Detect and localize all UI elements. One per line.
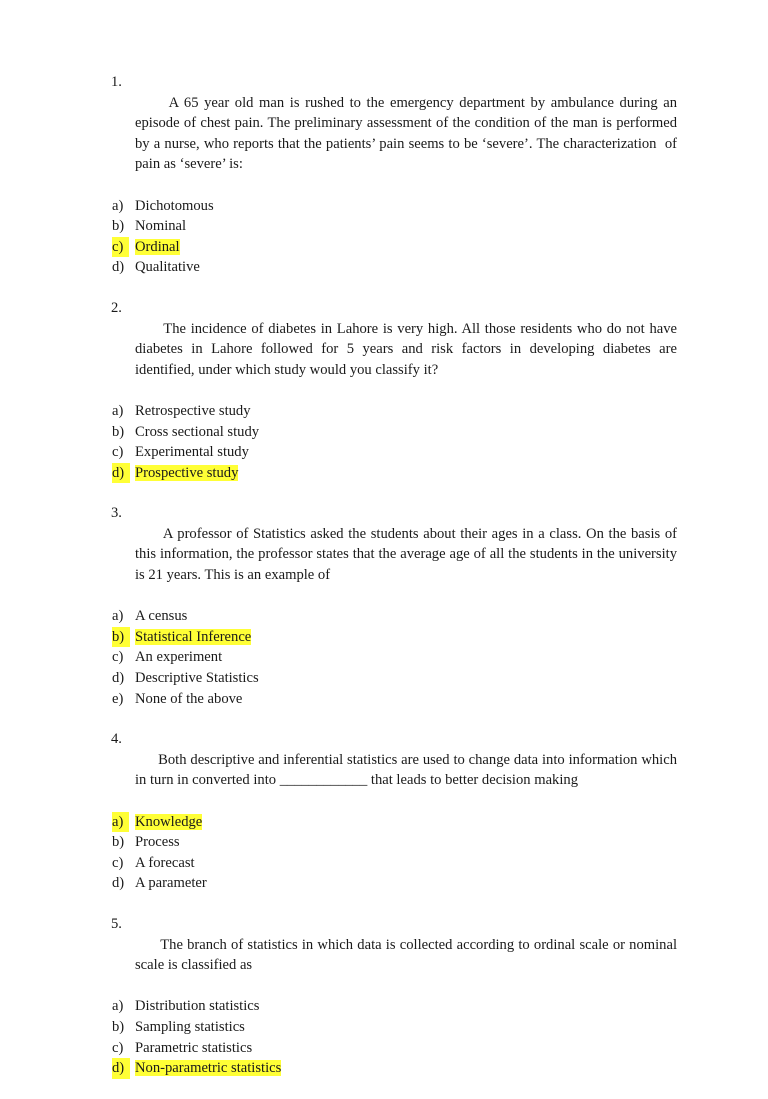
option-letter: d) xyxy=(112,259,125,276)
option-letter: c) xyxy=(112,237,129,258)
question-number: 5. xyxy=(111,915,122,932)
question-3 xyxy=(0,503,768,709)
option-text: None of the above xyxy=(135,690,243,707)
option-letter: a) xyxy=(112,998,124,1015)
question-1-option-b xyxy=(112,216,768,237)
question-4-option-a-highlighted xyxy=(112,812,768,833)
question-2-option-c xyxy=(112,442,768,463)
option-text: Statistical Inference xyxy=(135,628,252,645)
question-stem xyxy=(111,503,681,606)
option-text: Dichotomous xyxy=(135,197,214,214)
question-3-option-b-highlighted xyxy=(112,627,768,648)
option-letter: d) xyxy=(112,1058,130,1079)
question-1-option-a xyxy=(112,196,768,217)
option-list xyxy=(0,606,768,709)
option-text: Sampling statistics xyxy=(135,1018,245,1035)
question-stem xyxy=(111,729,681,811)
option-letter: a) xyxy=(112,197,124,214)
option-text: A census xyxy=(135,608,188,625)
question-number: 4. xyxy=(111,731,122,748)
question-2 xyxy=(0,298,768,483)
option-text: A forecast xyxy=(135,854,195,871)
option-text: Non-parametric statistics xyxy=(135,1060,282,1077)
option-text: An experiment xyxy=(135,649,223,666)
option-text: Cross sectional study xyxy=(135,423,260,440)
question-text: The incidence of diabetes in Lahore is very high. All those residents who do not have diabetes in Lahore followed for 5 years and risk factors in developing diabetes are identified, under which study would you classify it? xyxy=(135,320,681,378)
option-text: A parameter xyxy=(135,875,207,892)
question-5-option-c xyxy=(112,1038,768,1059)
option-letter: b) xyxy=(112,834,125,851)
option-letter: c) xyxy=(112,444,124,461)
option-letter: a) xyxy=(112,402,124,419)
option-text: Process xyxy=(135,834,180,851)
option-letter: a) xyxy=(112,608,124,625)
option-text: Knowledge xyxy=(135,813,203,830)
question-1 xyxy=(0,72,768,278)
question-5-option-d-highlighted xyxy=(112,1058,768,1079)
option-list xyxy=(0,401,768,483)
question-stem xyxy=(111,914,681,996)
question-4 xyxy=(0,729,768,894)
question-4-option-b xyxy=(112,832,768,853)
option-letter: d) xyxy=(112,875,125,892)
option-letter: b) xyxy=(112,218,125,235)
option-letter: c) xyxy=(112,1039,124,1056)
question-1-option-d xyxy=(112,257,768,278)
option-letter: b) xyxy=(112,1018,125,1035)
option-letter: c) xyxy=(112,649,124,666)
option-text: Nominal xyxy=(135,218,187,235)
question-2-option-b xyxy=(112,422,768,443)
question-text: A 65 year old man is rushed to the emergency department by ambulance during an episode of chest pain. The preliminary assessment of the condition of the man is performed by a nurse, who reports that the patients’ pain seems to be ‘severe’. The characterization of pain as ‘severe’ is: xyxy=(135,94,681,173)
option-list xyxy=(0,196,768,278)
question-stem xyxy=(111,72,681,196)
option-text: Retrospective study xyxy=(135,402,251,419)
option-text: Experimental study xyxy=(135,444,249,461)
question-text: A professor of Statistics asked the students about their ages in a class. On the basis of this information, the professor states that the average age of all the students in the university is 21 years. This is an example of xyxy=(135,525,681,584)
option-letter: d) xyxy=(112,463,130,484)
question-text: Both descriptive and inferential statistics are used to change data into information which in turn in converted into ____________ that leads to better decision making xyxy=(135,751,681,789)
question-text: The branch of statistics in which data is collected according to ordinal scale or nominal scale is classified as xyxy=(135,936,681,974)
question-5-option-b xyxy=(112,1017,768,1038)
question-stem xyxy=(111,298,681,401)
question-5-option-a xyxy=(112,996,768,1017)
question-3-option-a xyxy=(112,606,768,627)
question-3-option-c xyxy=(112,647,768,668)
option-text: Prospective study xyxy=(135,464,239,481)
option-text: Ordinal xyxy=(135,238,180,255)
question-2-option-d-highlighted xyxy=(112,463,768,484)
question-2-option-a xyxy=(112,401,768,422)
question-1-option-c-highlighted xyxy=(112,237,768,258)
option-text: Parametric statistics xyxy=(135,1039,253,1056)
question-4-option-d xyxy=(112,873,768,894)
option-letter: b) xyxy=(112,423,125,440)
question-number: 2. xyxy=(111,299,122,316)
question-4-option-c xyxy=(112,853,768,874)
option-list xyxy=(0,812,768,894)
option-letter: b) xyxy=(112,627,130,648)
question-number: 3. xyxy=(111,505,122,522)
option-text: Qualitative xyxy=(135,259,200,276)
option-text: Distribution statistics xyxy=(135,998,260,1015)
option-list xyxy=(0,996,768,1078)
question-number: 1. xyxy=(111,74,122,90)
question-3-option-d xyxy=(112,668,768,689)
option-letter: a) xyxy=(112,812,129,833)
document-page xyxy=(0,72,768,1099)
option-letter: c) xyxy=(112,854,124,871)
option-text: Descriptive Statistics xyxy=(135,670,259,687)
question-5 xyxy=(0,914,768,1079)
option-letter: e) xyxy=(112,690,124,707)
question-3-option-e xyxy=(112,689,768,710)
option-letter: d) xyxy=(112,670,125,687)
